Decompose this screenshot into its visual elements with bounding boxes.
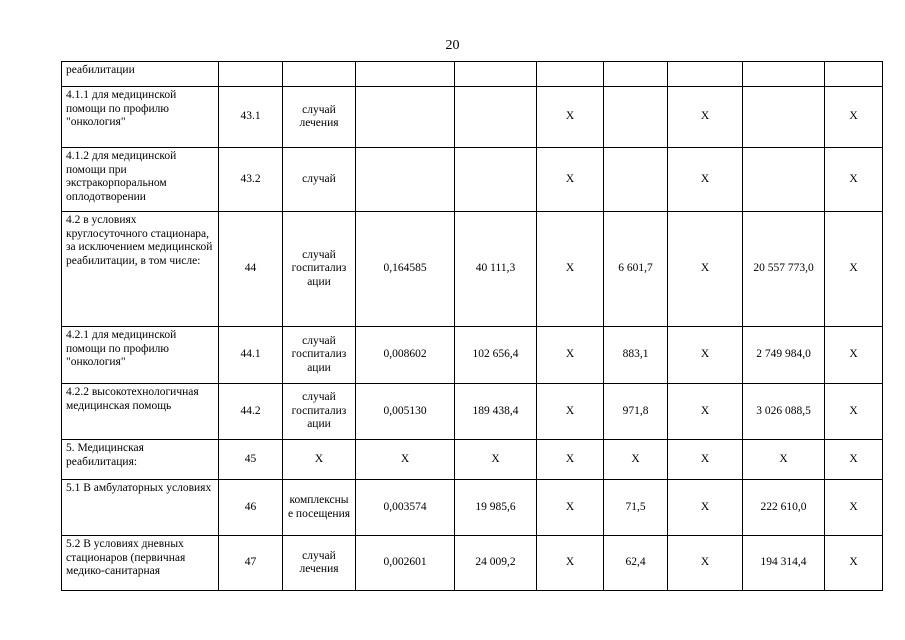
unit-cell: X [283,440,356,480]
x-cell [825,62,883,87]
x-cell [668,62,743,87]
total-cell: X [743,440,825,480]
row-number-cell: 43.2 [219,148,283,212]
x-cell: X [825,536,883,591]
total-cell [743,87,825,148]
unit-cell: случай [283,148,356,212]
row-name-cell: реабилитации [62,62,219,87]
x-cell: X [537,440,604,480]
unit-cell: случай госпитализ ации [283,327,356,384]
per-capita-cell [604,148,668,212]
volume-cell [356,62,455,87]
x-cell: X [668,327,743,384]
row-name-cell: 4.2.1 для медицинской помощи по профилю "онкология" [62,327,219,384]
per-capita-cell: 71,5 [604,480,668,536]
row-number-cell: 44 [219,212,283,327]
x-cell: X [537,384,604,440]
row-name-cell: 4.2.2 высокотехнологичная медицинская помощь [62,384,219,440]
table-row [62,212,883,327]
table-row [62,148,883,212]
x-cell: X [668,536,743,591]
per-capita-cell [604,62,668,87]
row-number-cell: 46 [219,480,283,536]
total-cell [743,62,825,87]
cost-cell [455,87,537,148]
total-cell: 20 557 773,0 [743,212,825,327]
cost-cell: 102 656,4 [455,327,537,384]
total-cell [743,148,825,212]
per-capita-cell: 6 601,7 [604,212,668,327]
row-name-cell: 4.2 в условиях круглосуточного стационара, за исключением медицинской реабилитации, в том числе: [62,212,219,327]
total-cell: 3 026 088,5 [743,384,825,440]
table-row [62,327,883,384]
volume-cell [356,148,455,212]
x-cell [537,62,604,87]
x-cell: X [668,212,743,327]
total-cell: 222 610,0 [743,480,825,536]
total-cell: 194 314,4 [743,536,825,591]
row-name-cell: 5.2 В условиях дневных стационаров (первичная медико-санитарная [62,536,219,591]
x-cell: X [537,480,604,536]
volume-cell: 0,002601 [356,536,455,591]
row-name-cell: 5. Медицинская реабилитация: [62,440,219,480]
total-cell: 2 749 984,0 [743,327,825,384]
x-cell: X [825,440,883,480]
x-cell: X [537,536,604,591]
x-cell: X [537,87,604,148]
table-row [62,480,883,536]
page-number: 20 [445,38,460,53]
row-number-cell: 44.2 [219,384,283,440]
cost-cell: 24 009,2 [455,536,537,591]
table-row [62,384,883,440]
per-capita-cell [604,87,668,148]
unit-cell: случай госпитализ ации [283,212,356,327]
x-cell: X [537,327,604,384]
per-capita-cell: 883,1 [604,327,668,384]
cost-cell: 19 985,6 [455,480,537,536]
per-capita-cell: X [604,440,668,480]
x-cell: X [668,384,743,440]
per-capita-cell: 62,4 [604,536,668,591]
x-cell: X [668,440,743,480]
x-cell: X [668,148,743,212]
volume-cell: X [356,440,455,480]
cost-cell: X [455,440,537,480]
table-row [62,87,883,148]
unit-cell [283,62,356,87]
row-name-cell: 4.1.1 для медицинской помощи по профилю "онкология" [62,87,219,148]
unit-cell: случай лечения [283,87,356,148]
data-table [61,61,883,591]
table-row [62,536,883,591]
row-number-cell [219,62,283,87]
x-cell: X [825,148,883,212]
volume-cell: 0,164585 [356,212,455,327]
volume-cell: 0,008602 [356,327,455,384]
x-cell: X [825,212,883,327]
cost-cell [455,148,537,212]
cost-cell [455,62,537,87]
row-number-cell: 43.1 [219,87,283,148]
x-cell: X [825,327,883,384]
unit-cell: комплексны е посещения [283,480,356,536]
row-number-cell: 47 [219,536,283,591]
x-cell: X [668,87,743,148]
volume-cell [356,87,455,148]
volume-cell: 0,005130 [356,384,455,440]
x-cell: X [537,148,604,212]
unit-cell: случай госпитализ ации [283,384,356,440]
table-row [62,62,883,87]
row-name-cell: 4.1.2 для медицинской помощи при экстракорпоральном оплодотворении [62,148,219,212]
cost-cell: 189 438,4 [455,384,537,440]
row-number-cell: 45 [219,440,283,480]
row-number-cell: 44.1 [219,327,283,384]
row-name-cell: 5.1 В амбулаторных условиях [62,480,219,536]
x-cell: X [537,212,604,327]
x-cell: X [825,384,883,440]
x-cell: X [825,87,883,148]
unit-cell: случай лечения [283,536,356,591]
per-capita-cell: 971,8 [604,384,668,440]
table-row [62,440,883,480]
cost-cell: 40 111,3 [455,212,537,327]
x-cell: X [825,480,883,536]
x-cell: X [668,480,743,536]
volume-cell: 0,003574 [356,480,455,536]
